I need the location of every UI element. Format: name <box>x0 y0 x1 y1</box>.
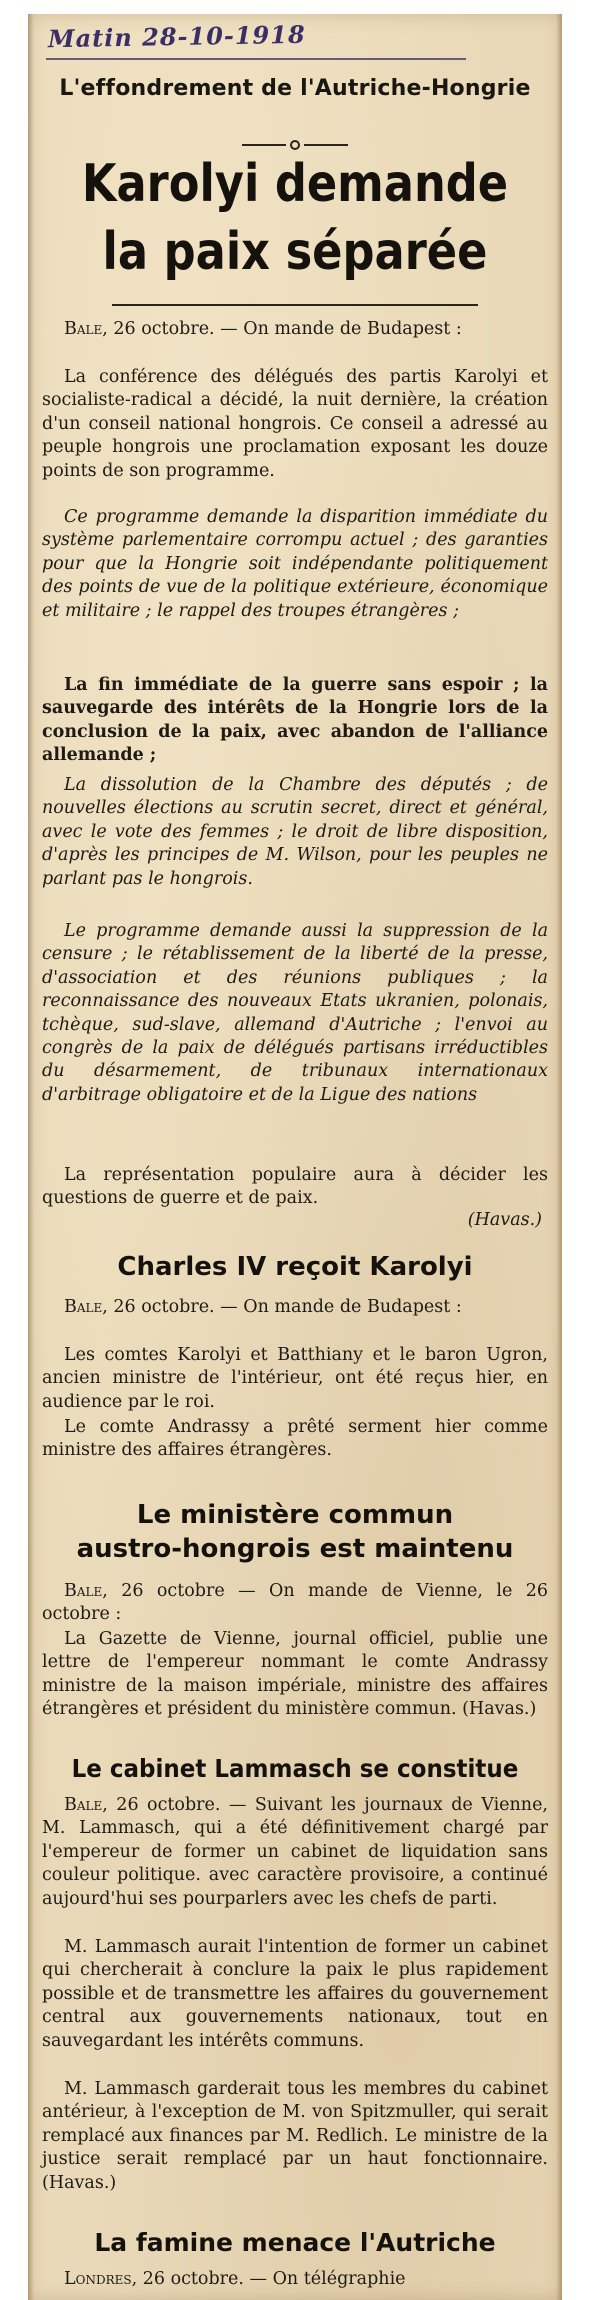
article5-title: La famine menace l'Autriche <box>94 2228 496 2257</box>
ornament-divider-top <box>42 134 548 153</box>
article1-paragraph-5: Le programme demande aussi la suppression de la censure ; le rétablissement de la liberté de la presse, d'association et des réunions publiques ; la reconnaissance des nouveaux Etats ukranien, polonais, tchèque, sud-slave, allemand d'Autriche ; l'envoi au congrès de la paix de délégués partisans irréductibles du désarmement, de tribunaux internationaux d'arbitrage obligatoire et de la Ligue des nations <box>42 921 548 1105</box>
article3-dateline: Bale, 26 octobre — On mande de Vienne, le 26 octobre : <box>42 1581 548 1625</box>
section-kicker: L'effondrement de l'Autriche-Hongrie <box>59 76 531 101</box>
article1-dateline: Bale, 26 octobre. — On mande de Budapest : <box>64 319 462 339</box>
article1-paragraph-2: Ce programme demande la disparition immédiate du système parlementaire corrompu actuel ; des garanties pour que la Hongrie soit indépendante politiquement des points de vue de la politique extérieure, économique et militaire ; le rappel des troupes étrangères ; <box>42 507 548 621</box>
headline-rule <box>112 304 478 306</box>
article3-title-line-1: Le ministère commun <box>136 1500 454 1530</box>
article1-paragraph-6: La représentation populaire aura à décider les questions de guerre et de paix. <box>42 1165 548 1209</box>
article1-paragraph-1: La conférence des délégués des partis Karolyi et socialiste-radical a décidé, la nuit dernière, la création d'un conseil national hongrois. Ce conseil a adressé au peuple hongrois une proclamation exposant les douze points de son programme. <box>42 367 548 481</box>
article1-signature: (Havas.) <box>467 1210 542 1230</box>
newspaper-clipping <box>28 14 562 2300</box>
article1-paragraph-3: La fin immédiate de la guerre sans espoir ; la sauvegarde des intérêts de la Hongrie lors de la conclusion de la paix, avec abandon de l'alliance allemande ; <box>42 675 548 766</box>
article2-paragraph-2: Le comte Andrassy a prêté serment hier comme ministre des affaires étrangères. <box>42 1417 548 1461</box>
headline-line-1: Karolyi demande <box>81 154 509 214</box>
handwritten-underline <box>46 58 466 60</box>
article5-dateline: Londres, 26 octobre. — On télégraphie <box>64 2269 406 2289</box>
article2-dateline: Bale, 26 octobre. — On mande de Budapest : <box>64 1297 462 1317</box>
handwritten-date-note: Matin 28-10-1918 <box>47 19 306 54</box>
article3-paragraph-1: La Gazette de Vienne, journal officiel, publie une lettre de l'empereur nommant le comte Andrassy ministre de la maison impériale, ministre des affaires étrangères et président du ministère commun. (Havas.) <box>42 1629 548 1720</box>
article4-title: Le cabinet Lammasch se constitue <box>71 1754 519 1783</box>
article2-paragraph-1: Les comtes Karolyi et Batthiany et le baron Ugron, ancien ministre de l'intérieur, ont été reçus hier, en audience par le roi. <box>42 1345 548 1412</box>
article4-dateline: Bale, 26 octobre. — Suivant les journaux de Vienne, M. Lammasch, qui a été définitivement chargé par l'empereur de former un cabinet de liquidation sans couleur politique. avec caractère provisoire, a continué aujourd'hui ses pourparlers avec les chefs de parti. <box>42 1795 548 1909</box>
article1-paragraph-4: La dissolution de la Chambre des députés ; de nouvelles élections au scrutin secret, direct et général, avec le vote des femmes ; le droit de libre disposition, d'après les principes de M. Wilson, pour les peuples ne parlant pas le hongrois. <box>42 775 548 889</box>
headline-line-2: la paix séparée <box>102 222 488 282</box>
article4-paragraph-2: M. Lammasch garderait tous les membres du cabinet antérieur, à l'exception de M. von Spitzmuller, qui serait remplacé aux finances par M. Redlich. Le ministre de la justice serait remplacé par un haut fonctionnaire. (Havas.) <box>42 2079 548 2193</box>
article4-paragraph-1: M. Lammasch aurait l'intention de former un cabinet qui chercherait à conclure la paix le plus rapidement possible et de transmettre les affaires du gouvernement central aux gouvernements nationaux, tout en sauvegardant les intérêts communs. <box>42 1937 548 2051</box>
article3-title-line-2: austro-hongrois est maintenu <box>76 1534 514 1564</box>
article2-title: Charles IV reçoit Karolyi <box>117 1252 473 1282</box>
